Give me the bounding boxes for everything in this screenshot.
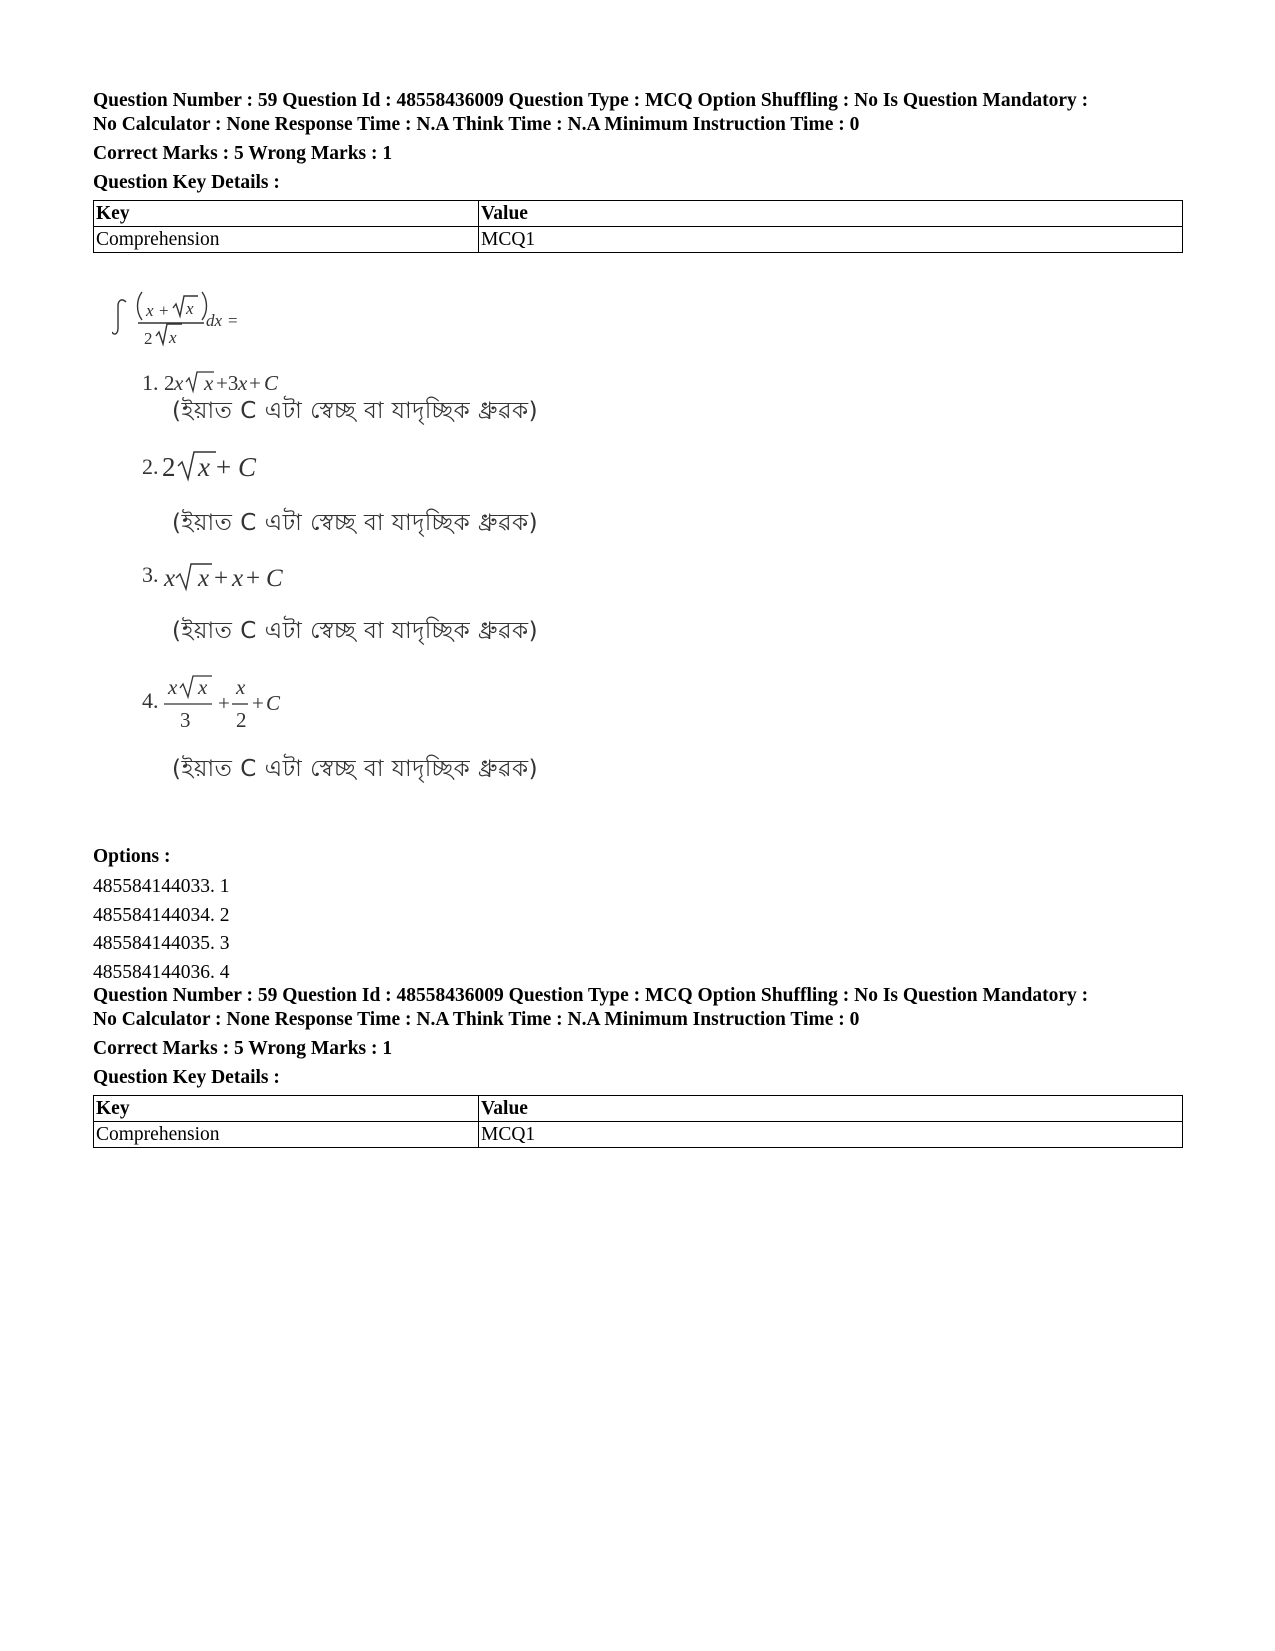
option-item-1: 485584144033. 1 bbox=[93, 876, 230, 897]
table-header-row bbox=[94, 1096, 1183, 1122]
svg-text:+: + bbox=[246, 565, 261, 592]
question-image bbox=[112, 290, 582, 820]
table-header-key: Key bbox=[94, 201, 479, 227]
options-label: Options : bbox=[93, 846, 171, 867]
integral-sign bbox=[112, 300, 126, 334]
table-header-key: Key bbox=[94, 1096, 479, 1122]
svg-text:x: x bbox=[198, 565, 210, 592]
svg-text:x: x bbox=[198, 675, 208, 699]
choice-note-1: (ইয়াত C এটা স্বেচ্ছ বা যাদৃচ্ছিক ধ্রুৱক) bbox=[172, 398, 539, 424]
svg-text:2: 2 bbox=[144, 329, 153, 348]
svg-text:+: + bbox=[249, 371, 261, 395]
choice-note-4: (ইয়াত C এটা স্বেচ্ছ বা যাদৃচ্ছিক ধ্রুৱক) bbox=[172, 756, 539, 782]
svg-text:C: C bbox=[266, 565, 283, 592]
table-header-value: Value bbox=[479, 1096, 1183, 1122]
option-item-2: 485584144034. 2 bbox=[93, 904, 230, 926]
svg-text:+3: +3 bbox=[216, 371, 239, 395]
key-details-table bbox=[93, 1095, 1183, 1148]
svg-text:x: x bbox=[204, 371, 214, 395]
choice-number-3: 3. bbox=[142, 562, 159, 587]
svg-text:+: + bbox=[159, 301, 169, 320]
svg-text:2: 2 bbox=[162, 452, 176, 482]
question-meta-line-2: No Calculator : None Response Time : N.A Think Time : N.A Minimum Instruction Time : 0 bbox=[93, 1009, 860, 1030]
question-meta-line-1: Question Number : 59 Question Id : 48558436009 Question Type : MCQ Option Shuffling : No Is Question Mandatory : bbox=[93, 985, 1089, 1006]
svg-text:x: x bbox=[146, 301, 154, 320]
option-item-3: 485584144035. 3 bbox=[93, 933, 230, 954]
choice-note-3: (ইয়াত C এটা স্বেচ্ছ বা যাদৃচ্ছিক ধ্রুৱক) bbox=[172, 618, 539, 644]
marks-line: Correct Marks : 5 Wrong Marks : 1 bbox=[93, 143, 393, 164]
table-cell-value: MCQ1 bbox=[479, 1122, 1183, 1148]
svg-text:x: x bbox=[238, 371, 248, 395]
svg-text:2: 2 bbox=[236, 708, 247, 732]
svg-text:+: + bbox=[216, 452, 232, 482]
key-details-label: Question Key Details : bbox=[93, 172, 280, 193]
table-row bbox=[94, 1122, 1183, 1148]
svg-text:+: + bbox=[214, 565, 229, 592]
table-cell-key: Comprehension bbox=[94, 1122, 479, 1148]
svg-text:+: + bbox=[252, 691, 264, 715]
svg-text:=: = bbox=[228, 311, 238, 330]
key-details-label: Question Key Details : bbox=[93, 1067, 280, 1088]
math-question-graphic bbox=[112, 290, 582, 820]
question-header-2 bbox=[93, 984, 1183, 1148]
question-meta-line-1: Question Number : 59 Question Id : 48558436009 Question Type : MCQ Option Shuffling : No Is Question Mandatory : bbox=[93, 90, 1089, 111]
table-header-value: Value bbox=[479, 201, 1183, 227]
svg-text:C: C bbox=[238, 452, 257, 482]
table-row bbox=[94, 227, 1183, 253]
svg-text:x: x bbox=[169, 328, 177, 347]
svg-text:+: + bbox=[218, 691, 230, 715]
question-meta-line-2: No Calculator : None Response Time : N.A Think Time : N.A Minimum Instruction Time : 0 bbox=[93, 114, 860, 135]
svg-text:x: x bbox=[164, 565, 176, 592]
table-header-row bbox=[94, 201, 1183, 227]
question-header-1 bbox=[93, 89, 1183, 253]
svg-text:x: x bbox=[236, 675, 246, 699]
table-cell-value: MCQ1 bbox=[479, 227, 1183, 253]
svg-text:x: x bbox=[198, 452, 210, 482]
marks-line: Correct Marks : 5 Wrong Marks : 1 bbox=[93, 1038, 393, 1059]
svg-text:x: x bbox=[186, 299, 194, 318]
svg-text:dx: dx bbox=[206, 311, 223, 330]
svg-text:C: C bbox=[266, 691, 281, 715]
options-list bbox=[93, 873, 230, 987]
option-item-4: 485584144036. 4 bbox=[93, 961, 230, 983]
choice-note-2: (ইয়াত C এটা স্বেচ্ছ বা যাদৃচ্ছিক ধ্রুৱক) bbox=[172, 510, 539, 536]
svg-text:3: 3 bbox=[180, 708, 191, 732]
choice-number-1: 1. bbox=[142, 370, 159, 395]
svg-text:x: x bbox=[232, 565, 244, 592]
table-cell-key: Comprehension bbox=[94, 227, 479, 253]
svg-text:2: 2 bbox=[164, 371, 175, 395]
key-details-table bbox=[93, 200, 1183, 253]
choice-number-4: 4. bbox=[142, 688, 159, 713]
svg-text:x: x bbox=[174, 371, 184, 395]
choice-number-2: 2. bbox=[142, 454, 159, 479]
svg-text:x: x bbox=[168, 675, 178, 699]
svg-text:C: C bbox=[264, 371, 279, 395]
